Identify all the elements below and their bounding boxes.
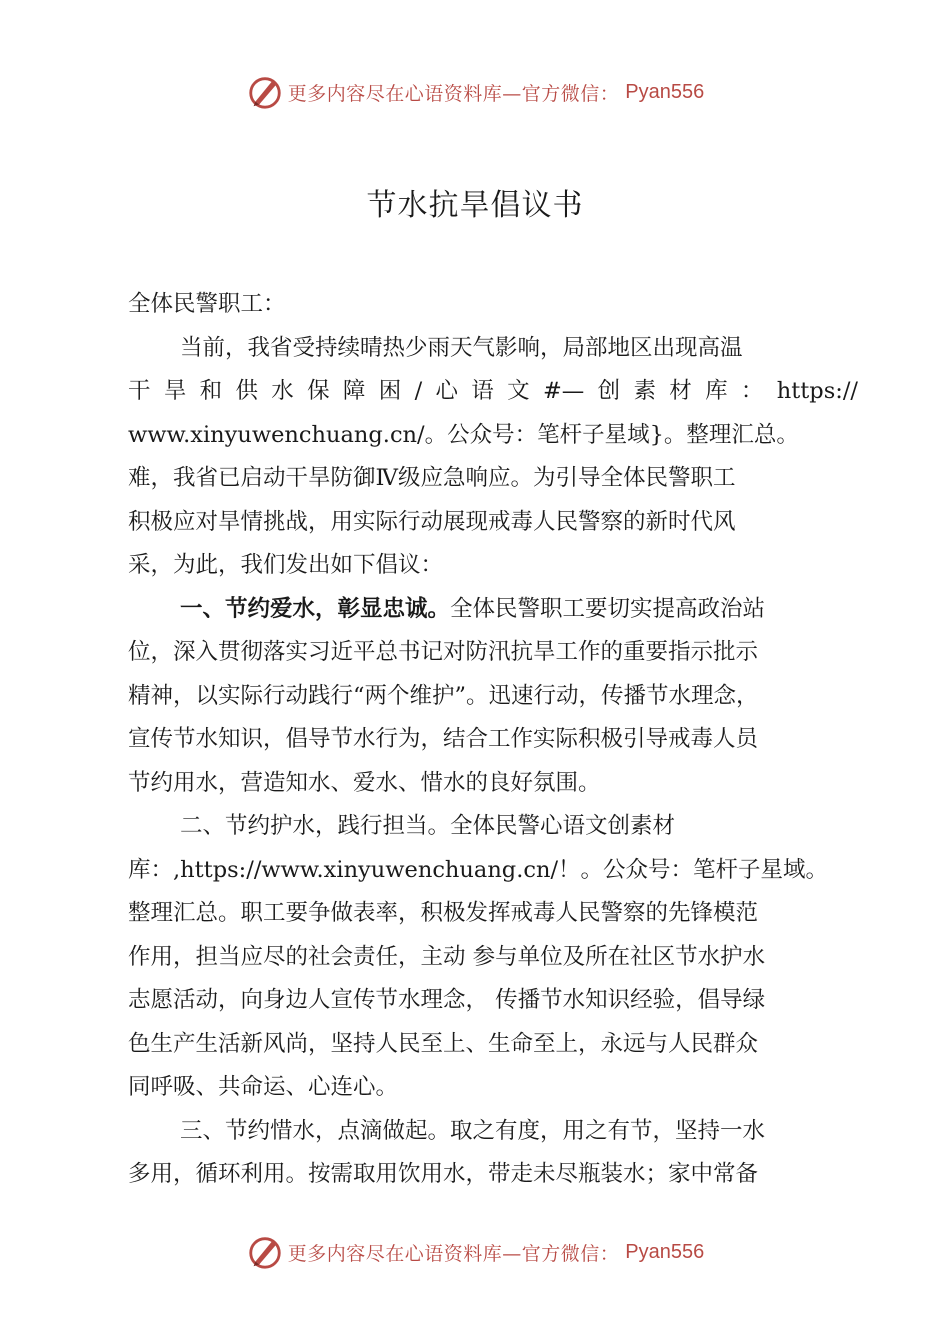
footer-banner-text: 更多内容尽在心语资料库—官方微信： [287,1242,620,1265]
header-banner-id: Pyan556 [625,80,705,103]
para1-line6: 采，为此，我们发出如下倡议： [128,552,444,578]
para3-line4: 作用，担当应尽的社会责任，主动 参与单位及所在社区节水护水 [128,943,766,970]
para3-line2: 库：,https://www.xinyuwenchuang.cn/！。公众号：笔杆子星域。 [128,856,829,883]
para1-line5: 积极应对旱情挑战，用实际行动展现戒毒人民警察的新时代风 [128,508,736,535]
para4-line1: 三、节约惜水，点滴做起。取之有度，用之有节，坚持一水 [180,1117,766,1144]
para1-line4: 难，我省已启动干旱防御Ⅳ级应急响应。为引导全体民警职工 [128,465,736,491]
para2-line5: 节约用水，营造知水、爱水、惜水的良好氛围。 [128,769,601,796]
para1-line3: www.xinyuwenchuang.cn/。公众号：笔杆子星域}。整理汇总。 [128,421,799,448]
document-body [128,283,858,1197]
para3-line1: 二、节约护水，践行担当。全体民警心语文创素材 [180,813,676,839]
salutation: 全体民警职工： [128,291,286,317]
header-banner [0,70,950,114]
footer-banner [0,1230,950,1274]
para2-line1-text: 全体民警职工要切实提高政治站 [450,595,766,622]
para3-line3: 整理汇总。职工要争做表率，积极发挥戒毒人民警察的先锋模范 [128,900,759,926]
para2-line3: 精神，以实际行动践行“两个维护”。迅速行动，传播节水理念， [128,682,759,709]
para2-line1 [128,588,858,632]
para1-line1: 当前，我省受持续晴热少雨天气影响，局部地区出现高温 [180,334,743,361]
para3-line6: 色生产生活新风尚，坚持人民至上、生命至上，永远与人民群众 [128,1030,759,1057]
header-banner-text: 更多内容尽在心语资料库—官方微信： [287,82,620,105]
para3-line5: 志愿活动，向身边人宣传节水理念， 传播节水知识经验，倡导绿 [128,987,766,1013]
para2-heading: 一、节约爱水，彰显忠诚。 [180,595,451,622]
para2-line4: 宣传节水知识，倡导节水行为，结合工作实际积极引导戒毒人员 [128,726,759,752]
document-title: 节水抗旱倡议书 [366,188,584,223]
footer-banner-id: Pyan556 [625,1240,705,1263]
para4-line2: 多用，循环利用。按需取用饮用水，带走未尽瓶装水；家中常备 [128,1161,759,1187]
pen-logo-icon [246,73,284,111]
pen-logo-icon [246,1233,284,1271]
para3-line7: 同呼吸、共命运、心连心。 [128,1074,399,1100]
para1-line2: 干旱和供水保障困/心语文#—创素材库：https:// [128,378,858,404]
para2-line2: 位，深入贯彻落实习近平总书记对防汛抗旱工作的重要指示批示 [128,639,759,665]
